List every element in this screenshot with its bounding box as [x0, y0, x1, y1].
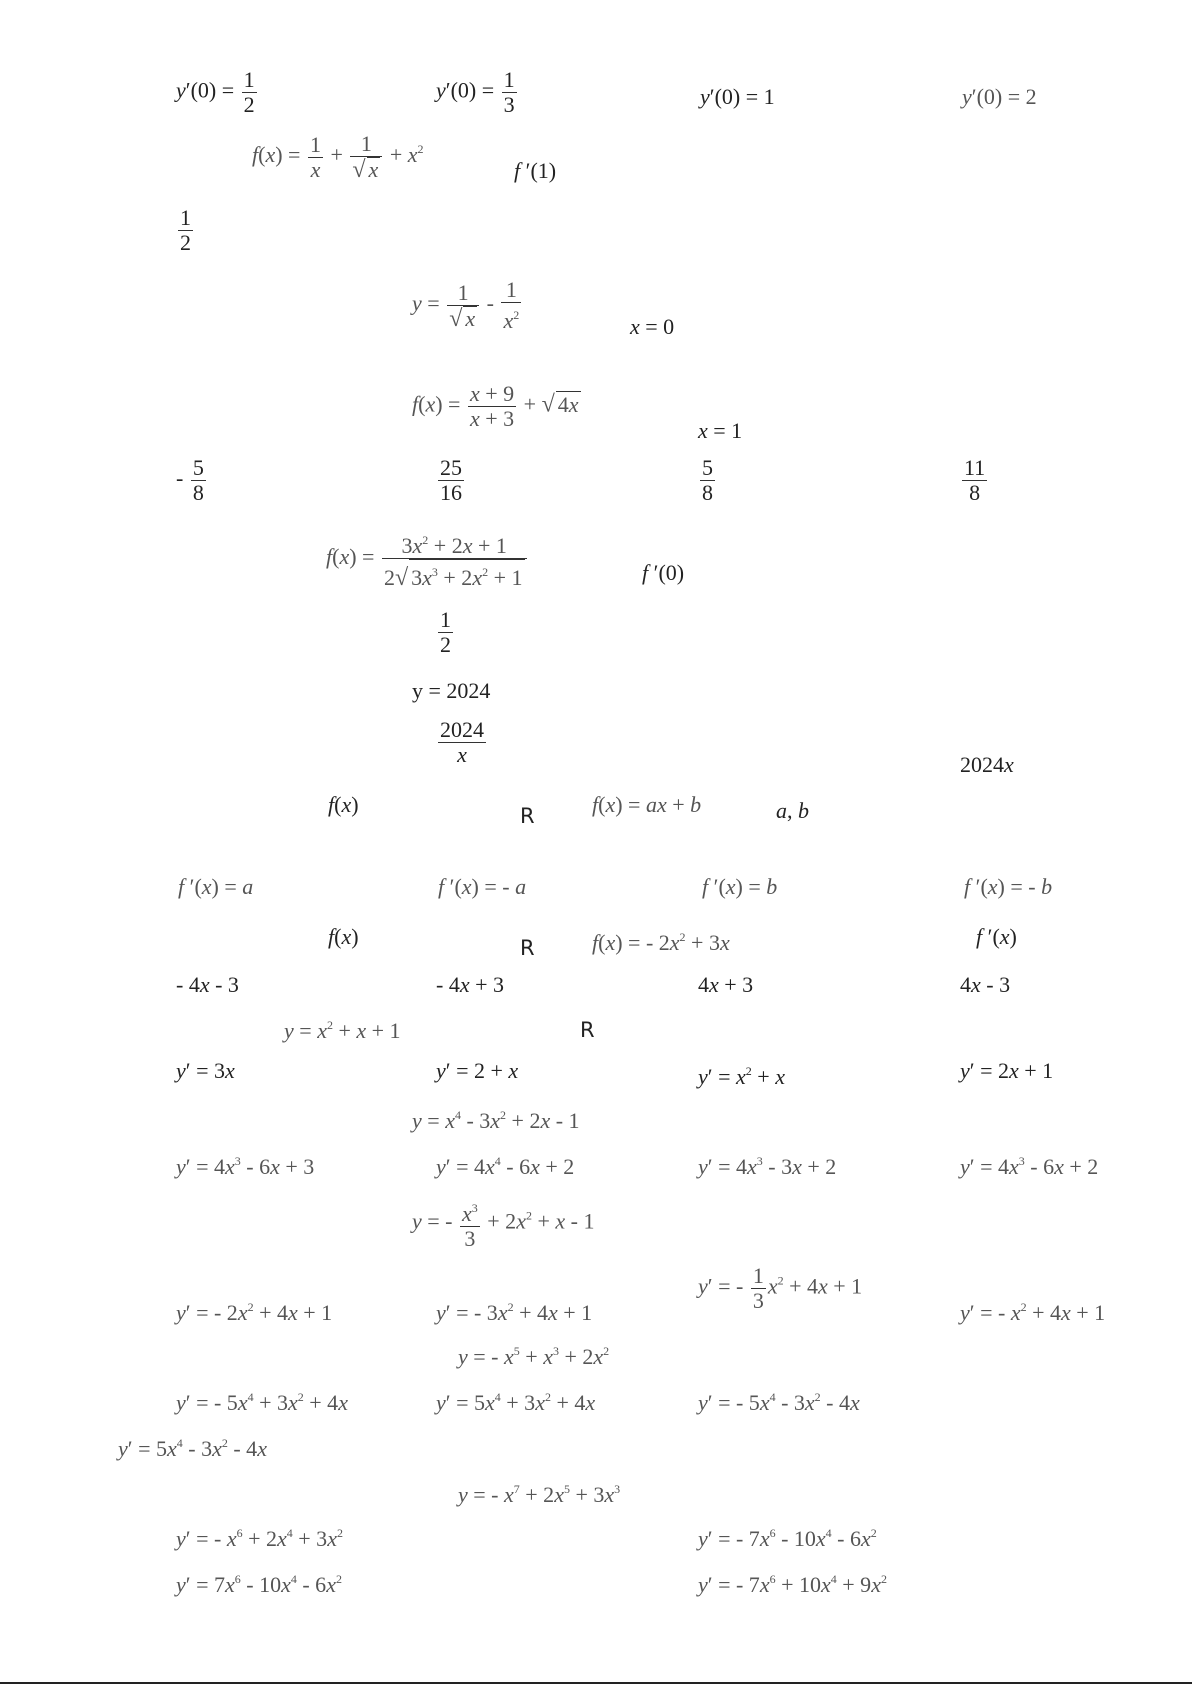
q3-option-c: $\frac{5}{8}$	[702, 455, 713, 505]
q8-option-b: y′ = 2 + x	[436, 1058, 519, 1083]
q8-option-d: y′ = 2x + 1	[960, 1058, 1054, 1083]
q12-option-c: $y' = 7x^6 - 10x^4 - 6x^2$	[176, 1572, 342, 1597]
q3-option-a: - $\frac{5}{8}$	[176, 455, 204, 505]
q10-option-a: y′ = - $2x^2 + 4x + 1$	[176, 1300, 333, 1325]
q1-ask: f ′(1)	[514, 158, 557, 183]
q10-option-b: y′ = - $3x^2 + 4x + 1$	[436, 1300, 593, 1325]
q5-function: y = 2024	[412, 678, 491, 703]
q6-function: f(x) = ax + b	[592, 792, 702, 817]
q2-function: y = $\frac{1}{√ x}$ - $\frac{1}{x^2}$	[412, 277, 520, 333]
q6-option-c: f ′(x) = b	[702, 874, 778, 899]
q7-option-b: - 4x + 3	[436, 972, 505, 997]
q4-function: f(x) = $\frac{3x^2 + 2x + 1}{2√ 3x^3 + 2x^2 + 1}$	[326, 528, 529, 590]
q10-function: y = - $\frac{x^3}{3}$ + $2x^2 + x - 1$	[412, 1196, 594, 1251]
q9-option-b: $y' = 4x^4 - 6x + 2$	[436, 1154, 575, 1179]
q1-answer-fraction: $\frac{1}{2}$	[180, 205, 191, 255]
q7-option-c: 4x + 3	[698, 972, 754, 997]
q12-option-b: y′ = - $7x^6 - 10x^4 - 6x^2$	[698, 1526, 877, 1551]
q11-option-c: y′ = - $5x^4 - 3x^2 - 4x$	[698, 1390, 860, 1415]
q8-option-c: $y' = x^2 + x$	[698, 1064, 785, 1089]
q4-answer-fraction: $\frac{1}{2}$	[440, 607, 451, 657]
q3-function: f(x) = $\frac{x + 9}{x + 3}$ + √ 4x	[412, 381, 579, 431]
q10-option-c: y′ = - $\frac{1}{3}$ $x^2 + 4x + 1$	[698, 1263, 863, 1313]
q0-option-a: y′(0) = $\frac{1}{2}$	[176, 67, 255, 117]
q9-option-a: $y' = 4x^3 - 6x + 3$	[176, 1154, 315, 1179]
q9-option-d: $y' = 4x^3 - 6x + 2$	[960, 1154, 1099, 1179]
q7-option-d: 4x - 3	[960, 972, 1011, 997]
q2-point: x = 0	[630, 314, 675, 339]
q6-params: a, b	[776, 798, 809, 823]
q6-real-set: R	[520, 804, 535, 828]
q7-function: f(x) = - $2x^2 + 3x$	[592, 930, 730, 955]
q1-function: f(x) = $\frac{1}{x}$ + $\frac{1}{√ x}$ + $x^2$	[252, 131, 424, 183]
q6-option-b: f ′(x) = - a	[438, 874, 527, 899]
q7-option-a: - 4x - 3	[176, 972, 239, 997]
q8-function: $y = x^2 + x + 1$	[284, 1018, 401, 1043]
q10-option-d: y′ = - $x^2 + 4x + 1$	[960, 1300, 1106, 1325]
q11-function: y = - $x^5 + x^3 + 2x^2$	[458, 1344, 610, 1369]
q12-function: y = - $x^7 + 2x^5 + 3x^3$	[458, 1482, 621, 1507]
q7-ask: f ′(x)	[976, 924, 1017, 949]
q4-ask: f ′(0)	[642, 560, 685, 585]
q12-option-a: y′ = - $x^6 + 2x^4 + 3x^2$	[176, 1526, 343, 1551]
q3-option-d: $\frac{11}{8}$	[964, 455, 986, 505]
q8-option-a: y′ = 3x	[176, 1058, 235, 1083]
q0-option-b: y′(0) = $\frac{1}{3}$	[436, 67, 515, 117]
q12-option-d: y′ = - $7x^6 + 10x^4 + 9x^2$	[698, 1572, 887, 1597]
q5-fraction: $\frac{2024}{x}$	[440, 717, 484, 767]
q7-real-set: R	[520, 936, 535, 960]
q11-option-a: y′ = - $5x^4 + 3x^2 + 4x$	[176, 1390, 348, 1415]
q3-option-b: $\frac{25}{16}$	[440, 455, 462, 505]
q0-option-d: y′(0) = 2	[962, 84, 1037, 109]
q9-function: $y = x^4 - 3x^2 + 2x - 1$	[412, 1108, 580, 1133]
q3-point: x = 1	[698, 418, 743, 443]
q7-fx: f(x)	[328, 924, 359, 949]
q6-fx: f(x)	[328, 792, 359, 817]
q6-option-a: f ′(x) = a	[178, 874, 254, 899]
q9-option-c: $y' = 4x^3 - 3x + 2$	[698, 1154, 837, 1179]
q5-option-d: 2024x	[960, 752, 1014, 777]
q0-option-c: y′(0) = 1	[700, 84, 775, 109]
q6-option-d: f ′(x) = - b	[964, 874, 1053, 899]
q11-option-d: $y' = 5x^4 - 3x^2 - 4x$	[118, 1436, 267, 1461]
q11-option-b: $y' = 5x^4 + 3x^2 + 4x$	[436, 1390, 596, 1415]
page-bottom-rule	[0, 1682, 1192, 1684]
q8-real-set: R	[580, 1018, 595, 1042]
